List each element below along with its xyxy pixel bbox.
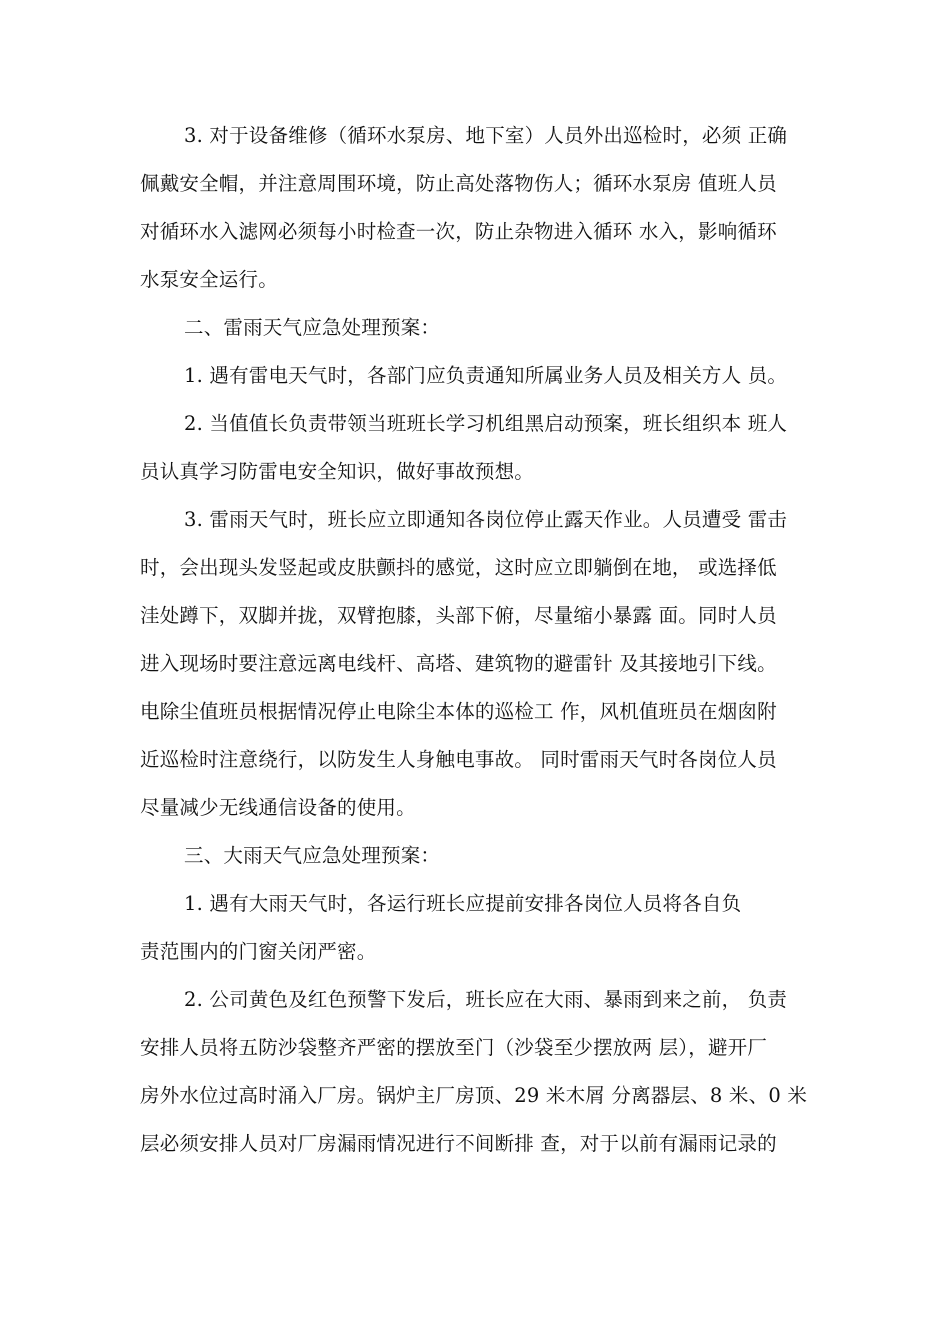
text-line: 责范围内的门窗关闭严密。 <box>140 940 377 963</box>
document-page <box>140 112 820 1168</box>
text-line: 进入现场时要注意远离电线杆、高塔、建筑物的避雷针 及其接地引下线。 <box>140 652 777 675</box>
text-line: 佩戴安全帽，并注意周围环境，防止高处落物伤人；循环水泵房 值班人员 <box>140 172 777 195</box>
text-line: 房外水位过高时涌入厂房。锅炉主厂房顶、29 米木屑 分离器层、8 米、0 米 <box>140 1084 808 1107</box>
paragraph-blackstart-study <box>140 400 820 496</box>
text-line: 员认真学习防雷电安全知识，做好事故预想。 <box>140 460 535 483</box>
text-line: 时，会出现头发竖起或皮肤颤抖的感觉，这时应立即躺倒在地， 或选择低 <box>140 556 777 579</box>
text-line: 洼处蹲下，双脚并拢，双臂抱膝，头部下俯，尽量缩小暴露 面。同时人员 <box>140 604 777 627</box>
text-line: 安排人员将五防沙袋整齐严密的摆放至门（沙袋至少摆放两 层），避开厂 <box>140 1036 768 1059</box>
text-line: 水泵安全运行。 <box>140 268 278 291</box>
paragraph-thunderstorm-actions <box>140 496 820 832</box>
text-line: 层必须安排人员对厂房漏雨情况进行不间断排 查，对于以前有漏雨记录的 <box>140 1132 777 1155</box>
text-line: 1. 遇有雷电天气时，各部门应负责通知所属业务人员及相关方人 员。 <box>184 364 788 387</box>
text-line: 2. 当值值长负责带领当班班长学习机组黑启动预案，班长组织本 班人 <box>184 412 788 435</box>
paragraph-thunder-notify <box>140 352 820 400</box>
section-heading-thunderstorm <box>140 304 820 352</box>
text-line: 2. 公司黄色及红色预警下发后，班长应在大雨、暴雨到来之前， 负责 <box>184 988 788 1011</box>
text-line: 尽量减少无线通信设备的使用。 <box>140 796 416 819</box>
text-line: 近巡检时注意绕行，以防发生人身触电事故。 同时雷雨天气时各岗位人员 <box>140 748 777 771</box>
text-line: 3. 雷雨天气时，班长应立即通知各岗位停止露天作业。人员遭受 雷击 <box>184 508 788 531</box>
text-line: 对循环水入滤网必须每小时检查一次，防止杂物进入循环 水入，影响循环 <box>140 220 777 243</box>
text-line: 3. 对于设备维修（循环水泵房、地下室）人员外出巡检时，必须 正确 <box>184 124 788 147</box>
paragraph-equipment-patrol <box>140 112 820 304</box>
text-line: 电除尘值班员根据情况停止电除尘本体的巡检工 作，风机值班员在烟囱附 <box>140 700 777 723</box>
paragraph-close-windows <box>140 880 820 976</box>
paragraph-sandbags <box>140 976 820 1168</box>
text-line: 1. 遇有大雨天气时，各运行班长应提前安排各岗位人员将各自负 <box>184 892 742 915</box>
heading-line: 二、雷雨天气应急处理预案： <box>184 316 441 339</box>
section-heading-heavy-rain <box>140 832 820 880</box>
heading-line: 三、大雨天气应急处理预案： <box>184 844 441 867</box>
